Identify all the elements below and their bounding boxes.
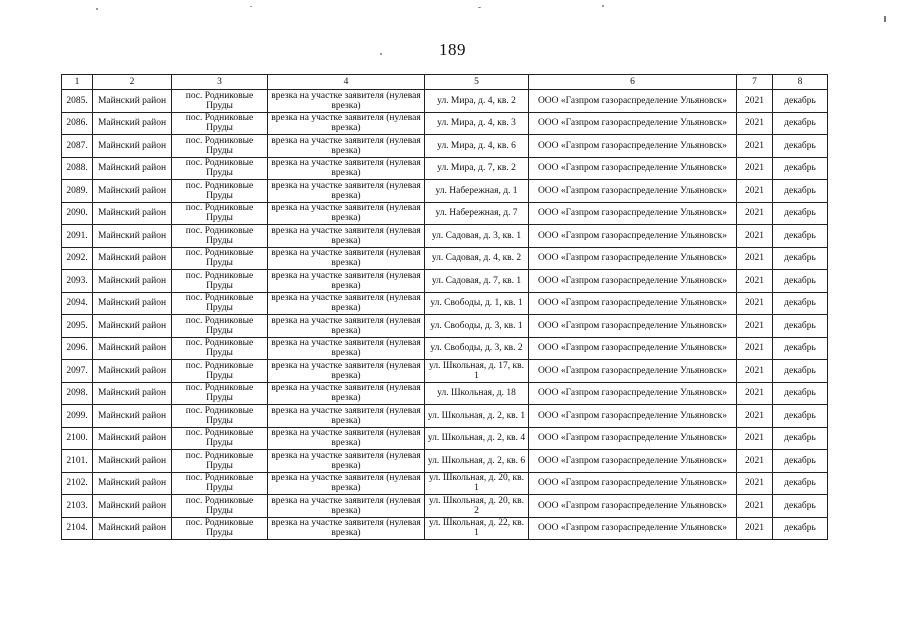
district-cell: Майнский район (93, 360, 172, 383)
table-row (62, 517, 828, 540)
organization-cell: ООО «Газпром газораспределение Ульяновск» (529, 495, 737, 518)
column-header: 5 (425, 75, 529, 90)
month-cell: декабрь (773, 382, 828, 405)
column-header: 1 (62, 75, 93, 90)
year-cell: 2021 (737, 270, 773, 293)
organization-cell: ООО «Газпром газораспределение Ульяновск» (529, 247, 737, 270)
organization-cell: ООО «Газпром газораспределение Ульяновск» (529, 180, 737, 203)
row-number-cell: 2092. (62, 247, 93, 270)
work-type-cell: врезка на участке заявителя (нулевая врезка) (268, 90, 425, 113)
scan-speck (380, 53, 382, 55)
work-type-cell: врезка на участке заявителя (нулевая врезка) (268, 247, 425, 270)
work-type-cell: врезка на участке заявителя (нулевая врезка) (268, 382, 425, 405)
organization-cell: ООО «Газпром газораспределение Ульяновск» (529, 337, 737, 360)
table-row (62, 112, 828, 135)
scan-speck (478, 7, 481, 8)
organization-cell: ООО «Газпром газораспределение Ульяновск» (529, 360, 737, 383)
month-cell: декабрь (773, 360, 828, 383)
scan-speck (602, 5, 604, 7)
district-cell: Майнский район (93, 247, 172, 270)
year-cell: 2021 (737, 405, 773, 428)
year-cell: 2021 (737, 202, 773, 225)
district-cell: Майнский район (93, 292, 172, 315)
organization-cell: ООО «Газпром газораспределение Ульяновск» (529, 90, 737, 113)
work-type-cell: врезка на участке заявителя (нулевая врезка) (268, 337, 425, 360)
settlement-cell: пос. Родниковые Пруды (172, 472, 268, 495)
year-cell: 2021 (737, 247, 773, 270)
district-cell: Майнский район (93, 495, 172, 518)
month-cell: декабрь (773, 135, 828, 158)
month-cell: декабрь (773, 247, 828, 270)
year-cell: 2021 (737, 315, 773, 338)
work-type-cell: врезка на участке заявителя (нулевая врезка) (268, 157, 425, 180)
row-number-cell: 2098. (62, 382, 93, 405)
work-type-cell: врезка на участке заявителя (нулевая врезка) (268, 405, 425, 428)
row-number-cell: 2086. (62, 112, 93, 135)
scan-speck (96, 8, 98, 10)
work-type-cell: врезка на участке заявителя (нулевая врезка) (268, 135, 425, 158)
settlement-cell: пос. Родниковые Пруды (172, 157, 268, 180)
address-cell: ул. Свободы, д. 1, кв. 1 (425, 292, 529, 315)
table-row (62, 405, 828, 428)
settlement-cell: пос. Родниковые Пруды (172, 450, 268, 473)
organization-cell: ООО «Газпром газораспределение Ульяновск» (529, 517, 737, 540)
year-cell: 2021 (737, 225, 773, 248)
year-cell: 2021 (737, 135, 773, 158)
district-cell: Майнский район (93, 405, 172, 428)
year-cell: 2021 (737, 90, 773, 113)
row-number-cell: 2094. (62, 292, 93, 315)
table-row (62, 495, 828, 518)
table-row (62, 450, 828, 473)
scan-speck (884, 16, 886, 22)
year-cell: 2021 (737, 472, 773, 495)
month-cell: декабрь (773, 315, 828, 338)
organization-cell: ООО «Газпром газораспределение Ульяновск» (529, 225, 737, 248)
organization-cell: ООО «Газпром газораспределение Ульяновск» (529, 202, 737, 225)
year-cell: 2021 (737, 157, 773, 180)
address-cell: ул. Свободы, д. 3, кв. 1 (425, 315, 529, 338)
settlement-cell: пос. Родниковые Пруды (172, 112, 268, 135)
organization-cell: ООО «Газпром газораспределение Ульяновск» (529, 157, 737, 180)
work-type-cell: врезка на участке заявителя (нулевая врезка) (268, 225, 425, 248)
settlement-cell: пос. Родниковые Пруды (172, 495, 268, 518)
table-row (62, 202, 828, 225)
registry-table (61, 74, 828, 540)
district-cell: Майнский район (93, 112, 172, 135)
row-number-cell: 2093. (62, 270, 93, 293)
table-row (62, 247, 828, 270)
settlement-cell: пос. Родниковые Пруды (172, 427, 268, 450)
district-cell: Майнский район (93, 157, 172, 180)
year-cell: 2021 (737, 450, 773, 473)
organization-cell: ООО «Газпром газораспределение Ульяновск» (529, 135, 737, 158)
district-cell: Майнский район (93, 315, 172, 338)
district-cell: Майнский район (93, 517, 172, 540)
address-cell: ул. Школьная, д. 20, кв. 2 (425, 495, 529, 518)
address-cell: ул. Школьная, д. 18 (425, 382, 529, 405)
settlement-cell: пос. Родниковые Пруды (172, 90, 268, 113)
table-row (62, 337, 828, 360)
row-number-cell: 2089. (62, 180, 93, 203)
work-type-cell: врезка на участке заявителя (нулевая врезка) (268, 202, 425, 225)
settlement-cell: пос. Родниковые Пруды (172, 315, 268, 338)
month-cell: декабрь (773, 292, 828, 315)
table-row (62, 360, 828, 383)
organization-cell: ООО «Газпром газораспределение Ульяновск» (529, 472, 737, 495)
organization-cell: ООО «Газпром газораспределение Ульяновск» (529, 292, 737, 315)
address-cell: ул. Садовая, д. 4, кв. 2 (425, 247, 529, 270)
work-type-cell: врезка на участке заявителя (нулевая врезка) (268, 270, 425, 293)
year-cell: 2021 (737, 337, 773, 360)
district-cell: Майнский район (93, 427, 172, 450)
month-cell: декабрь (773, 405, 828, 428)
month-cell: декабрь (773, 517, 828, 540)
work-type-cell: врезка на участке заявителя (нулевая врезка) (268, 472, 425, 495)
address-cell: ул. Мира, д. 4, кв. 3 (425, 112, 529, 135)
row-number-cell: 2096. (62, 337, 93, 360)
column-header: 6 (529, 75, 737, 90)
row-number-cell: 2100. (62, 427, 93, 450)
district-cell: Майнский район (93, 135, 172, 158)
work-type-cell: врезка на участке заявителя (нулевая врезка) (268, 292, 425, 315)
year-cell: 2021 (737, 292, 773, 315)
month-cell: декабрь (773, 427, 828, 450)
district-cell: Майнский район (93, 450, 172, 473)
table-row (62, 225, 828, 248)
district-cell: Майнский район (93, 337, 172, 360)
row-number-cell: 2091. (62, 225, 93, 248)
year-cell: 2021 (737, 382, 773, 405)
month-cell: декабрь (773, 157, 828, 180)
address-cell: ул. Школьная, д. 2, кв. 1 (425, 405, 529, 428)
district-cell: Майнский район (93, 225, 172, 248)
column-header: 8 (773, 75, 828, 90)
table-row (62, 180, 828, 203)
row-number-cell: 2099. (62, 405, 93, 428)
address-cell: ул. Школьная, д. 2, кв. 4 (425, 427, 529, 450)
organization-cell: ООО «Газпром газораспределение Ульяновск» (529, 450, 737, 473)
row-number-cell: 2103. (62, 495, 93, 518)
year-cell: 2021 (737, 180, 773, 203)
row-number-cell: 2088. (62, 157, 93, 180)
work-type-cell: врезка на участке заявителя (нулевая врезка) (268, 360, 425, 383)
month-cell: декабрь (773, 225, 828, 248)
row-number-cell: 2095. (62, 315, 93, 338)
work-type-cell: врезка на участке заявителя (нулевая врезка) (268, 517, 425, 540)
organization-cell: ООО «Газпром газораспределение Ульяновск» (529, 405, 737, 428)
month-cell: декабрь (773, 337, 828, 360)
organization-cell: ООО «Газпром газораспределение Ульяновск» (529, 427, 737, 450)
address-cell: ул. Набережная, д. 7 (425, 202, 529, 225)
settlement-cell: пос. Родниковые Пруды (172, 382, 268, 405)
table-row (62, 135, 828, 158)
work-type-cell: врезка на участке заявителя (нулевая врезка) (268, 450, 425, 473)
year-cell: 2021 (737, 517, 773, 540)
year-cell: 2021 (737, 360, 773, 383)
district-cell: Майнский район (93, 180, 172, 203)
page-number: 189 (439, 40, 466, 59)
row-number-cell: 2090. (62, 202, 93, 225)
column-header: 4 (268, 75, 425, 90)
row-number-cell: 2104. (62, 517, 93, 540)
row-number-cell: 2087. (62, 135, 93, 158)
address-cell: ул. Садовая, д. 3, кв. 1 (425, 225, 529, 248)
year-cell: 2021 (737, 427, 773, 450)
settlement-cell: пос. Родниковые Пруды (172, 517, 268, 540)
table-row (62, 315, 828, 338)
table-row (62, 382, 828, 405)
organization-cell: ООО «Газпром газораспределение Ульяновск» (529, 112, 737, 135)
address-cell: ул. Школьная, д. 2, кв. 6 (425, 450, 529, 473)
work-type-cell: врезка на участке заявителя (нулевая врезка) (268, 315, 425, 338)
work-type-cell: врезка на участке заявителя (нулевая врезка) (268, 495, 425, 518)
year-cell: 2021 (737, 495, 773, 518)
district-cell: Майнский район (93, 472, 172, 495)
month-cell: декабрь (773, 180, 828, 203)
table-row (62, 157, 828, 180)
month-cell: декабрь (773, 472, 828, 495)
settlement-cell: пос. Родниковые Пруды (172, 292, 268, 315)
table-row (62, 292, 828, 315)
address-cell: ул. Свободы, д. 3, кв. 2 (425, 337, 529, 360)
year-cell: 2021 (737, 112, 773, 135)
month-cell: декабрь (773, 450, 828, 473)
address-cell: ул. Школьная, д. 20, кв. 1 (425, 472, 529, 495)
address-cell: ул. Школьная, д. 22, кв. 1 (425, 517, 529, 540)
settlement-cell: пос. Родниковые Пруды (172, 247, 268, 270)
column-header: 3 (172, 75, 268, 90)
address-cell: ул. Мира, д. 7, кв. 2 (425, 157, 529, 180)
address-cell: ул. Школьная, д. 17, кв. 1 (425, 360, 529, 383)
address-cell: ул. Мира, д. 4, кв. 6 (425, 135, 529, 158)
row-number-cell: 2097. (62, 360, 93, 383)
settlement-cell: пос. Родниковые Пруды (172, 135, 268, 158)
address-cell: ул. Садовая, д. 7, кв. 1 (425, 270, 529, 293)
table-header-row (62, 75, 828, 90)
organization-cell: ООО «Газпром газораспределение Ульяновск» (529, 315, 737, 338)
address-cell: ул. Мира, д. 4, кв. 2 (425, 90, 529, 113)
row-number-cell: 2085. (62, 90, 93, 113)
work-type-cell: врезка на участке заявителя (нулевая врезка) (268, 427, 425, 450)
month-cell: декабрь (773, 495, 828, 518)
column-header: 7 (737, 75, 773, 90)
table-row (62, 427, 828, 450)
work-type-cell: врезка на участке заявителя (нулевая врезка) (268, 112, 425, 135)
settlement-cell: пос. Родниковые Пруды (172, 270, 268, 293)
work-type-cell: врезка на участке заявителя (нулевая врезка) (268, 180, 425, 203)
row-number-cell: 2102. (62, 472, 93, 495)
month-cell: декабрь (773, 90, 828, 113)
settlement-cell: пос. Родниковые Пруды (172, 337, 268, 360)
settlement-cell: пос. Родниковые Пруды (172, 405, 268, 428)
row-number-cell: 2101. (62, 450, 93, 473)
table-row (62, 270, 828, 293)
district-cell: Майнский район (93, 270, 172, 293)
month-cell: декабрь (773, 112, 828, 135)
month-cell: декабрь (773, 202, 828, 225)
table-row (62, 90, 828, 113)
district-cell: Майнский район (93, 90, 172, 113)
month-cell: декабрь (773, 270, 828, 293)
settlement-cell: пос. Родниковые Пруды (172, 360, 268, 383)
settlement-cell: пос. Родниковые Пруды (172, 202, 268, 225)
organization-cell: ООО «Газпром газораспределение Ульяновск» (529, 382, 737, 405)
address-cell: ул. Набережная, д. 1 (425, 180, 529, 203)
table-row (62, 472, 828, 495)
settlement-cell: пос. Родниковые Пруды (172, 180, 268, 203)
column-header: 2 (93, 75, 172, 90)
district-cell: Майнский район (93, 382, 172, 405)
organization-cell: ООО «Газпром газораспределение Ульяновск» (529, 270, 737, 293)
settlement-cell: пос. Родниковые Пруды (172, 225, 268, 248)
scan-speck (250, 6, 252, 7)
district-cell: Майнский район (93, 202, 172, 225)
